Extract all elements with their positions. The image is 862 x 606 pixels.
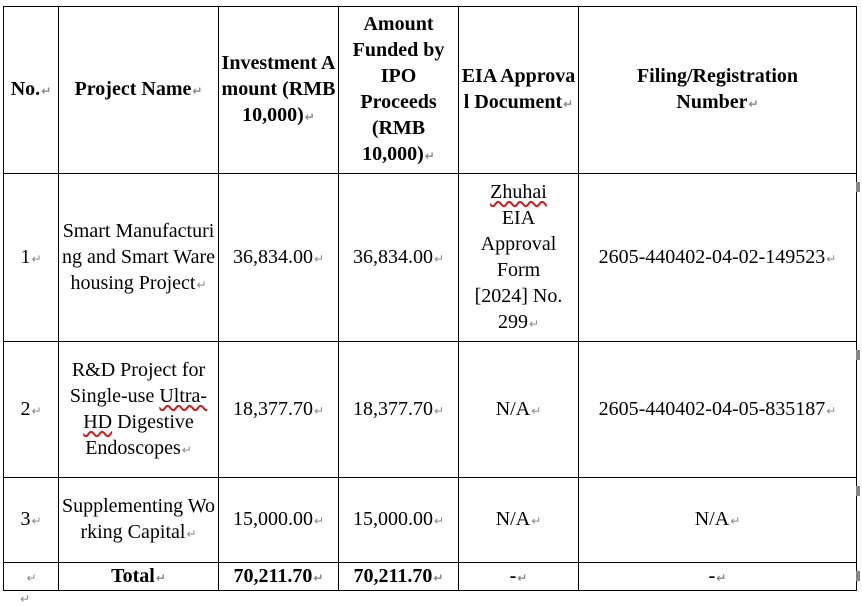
- cell-investment: 18,377.70↵: [219, 342, 339, 478]
- end-of-cell-mark: ↵: [531, 514, 542, 528]
- cell-filing: N/A↵: [579, 478, 857, 563]
- end-of-cell-mark: ↵: [517, 570, 528, 585]
- cell-no: 2↵: [4, 342, 59, 478]
- header-ipo-funded: Amount Funded by IPO Proceeds (RMB 10,000)↵: [339, 7, 459, 174]
- end-of-cell-mark: ↵: [31, 251, 42, 266]
- cell-no: 1↵: [4, 174, 59, 342]
- end-of-cell-mark: ↵: [716, 570, 727, 585]
- end-of-cell-mark: ↵: [433, 514, 445, 528]
- total-row: [4, 563, 857, 591]
- cell-total-eia: -↵: [459, 563, 579, 591]
- cell-eia: N/A↵: [459, 478, 579, 563]
- end-of-cell-mark: ↵: [424, 149, 435, 163]
- cell-investment: 36,834.00↵: [219, 174, 339, 342]
- cell-project-name: Smart Manufacturing and Smart Warehousing Project↵: [59, 174, 219, 342]
- header-row: [4, 7, 857, 174]
- end-of-cell-mark: ↵: [304, 110, 315, 124]
- end-of-cell-mark: ↵: [192, 84, 203, 98]
- cell-project-name: R&D Project for Single-use Ultra-HD Digestive Endoscopes↵: [59, 342, 219, 478]
- row-end-marker: [856, 486, 860, 496]
- end-of-cell-mark: ↵: [186, 527, 197, 541]
- row-end-marker: [856, 350, 860, 360]
- table-row: [4, 478, 857, 563]
- table-row: [4, 174, 857, 342]
- end-of-cell-mark: ↵: [433, 403, 445, 418]
- end-of-cell-mark: ↵: [730, 514, 741, 528]
- cell-no: 3↵: [4, 478, 59, 563]
- end-of-cell-mark: ↵: [433, 251, 445, 266]
- header-eia-document: EIA Approval Document↵: [459, 7, 579, 174]
- header-filing-number: Filing/Registration Number↵: [579, 7, 857, 174]
- cell-investment: 15,000.00↵: [219, 478, 339, 563]
- end-of-cell-mark: ↵: [531, 403, 542, 418]
- cell-filing: 2605-440402-04-05-835187↵: [579, 342, 857, 478]
- cell-total-ipo-funded: 70,211.70↵: [339, 563, 459, 591]
- end-of-cell-mark: ↵: [196, 277, 207, 292]
- end-of-cell-mark: ↵: [313, 514, 325, 528]
- end-of-cell-mark: ↵: [433, 570, 444, 585]
- cell-ipo-funded: 18,377.70↵: [339, 342, 459, 478]
- header-no: No.↵: [4, 7, 59, 174]
- header-investment-amount: Investment Amount (RMB 10,000)↵: [219, 7, 339, 174]
- end-of-cell-mark: ↵: [313, 403, 325, 418]
- end-of-cell-mark: ↵: [313, 570, 324, 585]
- cell-ipo-funded: 36,834.00↵: [339, 174, 459, 342]
- header-project-name: Project Name↵: [59, 7, 219, 174]
- cell-no: [4, 563, 59, 591]
- end-of-cell-mark: ↵: [748, 97, 759, 111]
- end-of-cell-mark: ↵: [313, 251, 325, 266]
- end-of-cell-mark: ↵: [826, 251, 837, 266]
- end-of-cell-mark: ↵: [31, 514, 42, 528]
- cell-filing: 2605-440402-04-02-149523↵: [579, 174, 857, 342]
- paragraph-mark: ↵: [20, 592, 31, 606]
- end-of-cell-mark: ↵: [41, 84, 52, 98]
- cell-eia: N/A↵: [459, 342, 579, 478]
- end-of-cell-mark: ↵: [155, 570, 166, 585]
- row-end-marker: [856, 182, 860, 192]
- cell-total-label: Total↵: [59, 563, 219, 591]
- spellcheck-flag: Zhuhai: [490, 180, 547, 203]
- cell-ipo-funded: 15,000.00↵: [339, 478, 459, 563]
- ipo-projects-table: [3, 6, 857, 591]
- row-end-marker: [856, 571, 860, 581]
- end-of-cell-mark: ↵: [563, 97, 574, 111]
- cell-project-name: Supplementing Working Capital↵: [59, 478, 219, 563]
- spellcheck-flag: Ultra-HD: [83, 384, 208, 433]
- end-of-cell-mark: ↵: [528, 316, 540, 331]
- end-of-cell-mark: ↵: [31, 403, 42, 418]
- end-of-cell-mark: ↵: [26, 570, 37, 585]
- cell-total-investment: 70,211.70↵: [219, 563, 339, 591]
- cell-eia: Zhuhai EIA Approval Form [2024] No. 299↵: [459, 174, 579, 342]
- cell-total-filing: -↵: [579, 563, 857, 591]
- end-of-cell-mark: ↵: [826, 403, 837, 418]
- end-of-cell-mark: ↵: [181, 442, 192, 457]
- table-row: [4, 342, 857, 478]
